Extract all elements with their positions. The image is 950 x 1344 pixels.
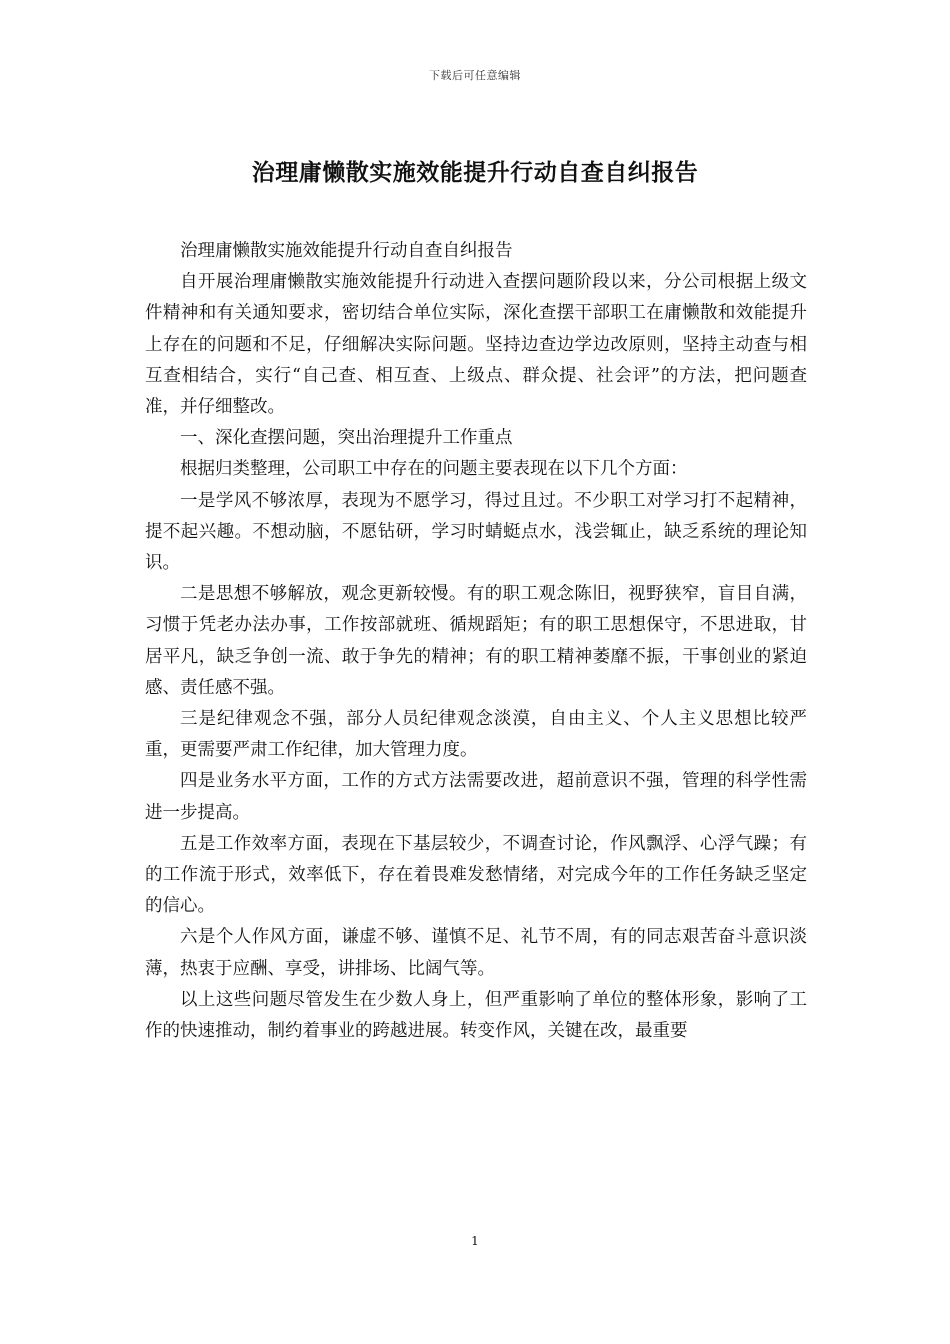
- paragraph: 三是纪律观念不强，部分人员纪律观念淡漠，自由主义、个人主义思想比较严重，更需要严肃工作纪律，加大管理力度。: [145, 709, 807, 761]
- paragraph: 五是工作效率方面，表现在下基层较少，不调查讨论，作风飘浮、心浮气躁；有的工作流于形式，效率低下，存在着畏难发愁情绪，对完成今年的工作任务缺乏坚定的信心。: [145, 833, 807, 917]
- document-title: 治理庸懒散实施效能提升行动自查自纠报告: [251, 159, 699, 186]
- paragraph: 一是学风不够浓厚，表现为不愿学习，得过且过。不少职工对学习打不起精神，提不起兴趣。不想动脑，不愿钻研，学习时蜻蜓点水，浅尝辄止，缺乏系统的理论知识。: [145, 490, 807, 574]
- paragraph: 以上这些问题尽管发生在少数人身上，但严重影响了单位的整体形象，影响了工作的快速推动，制约着事业的跨越进展。转变作风，关键在改，最重要: [145, 989, 807, 1042]
- document-body: [145, 236, 807, 1047]
- paragraph: 二是思想不够解放，观念更新较慢。有的职工观念陈旧，视野狭窄，盲目自满，习惯于凭老办法办事，工作按部就班、循规蹈矩；有的职工思想保守，不思进取，甘居平凡，缺乏争创一流、敢于争先的精神；有的职工精神萎靡不振，干事创业的紧迫感、责任感不强。: [145, 584, 807, 698]
- paragraph: 自开展治理庸懒散实施效能提升行动进入查摆问题阶段以来，分公司根据上级文件精神和有关通知要求，密切结合单位实际，深化查摆干部职工在庸懒散和效能提升上存在的问题和不足，仔细解决实际问题。坚持边查边学边改原则，坚持主动查与相互查相结合，实行“自己查、相互查、上级点、群众提、社会评”的方法，把问题查准，并仔细整改。: [145, 272, 807, 418]
- paragraph: 六是个人作风方面，谦虚不够、谨慎不足、礼节不周，有的同志艰苦奋斗意识淡薄，热衷于应酬、享受，讲排场、比阔气等。: [145, 927, 807, 979]
- header-note: 下载后可任意编辑: [429, 69, 521, 82]
- paragraph: 根据归类整理，公司职工中存在的问题主要表现在以下几个方面：: [180, 459, 688, 480]
- page-number: 1: [471, 1234, 479, 1248]
- paragraph: 四是业务水平方面，工作的方式方法需要改进，超前意识不强，管理的科学性需进一步提高。: [145, 771, 807, 823]
- paragraph-subtitle: 治理庸懒散实施效能提升行动自查自纠报告: [180, 241, 513, 261]
- section-heading: 一、深化查摆问题，突出治理提升工作重点: [180, 428, 513, 449]
